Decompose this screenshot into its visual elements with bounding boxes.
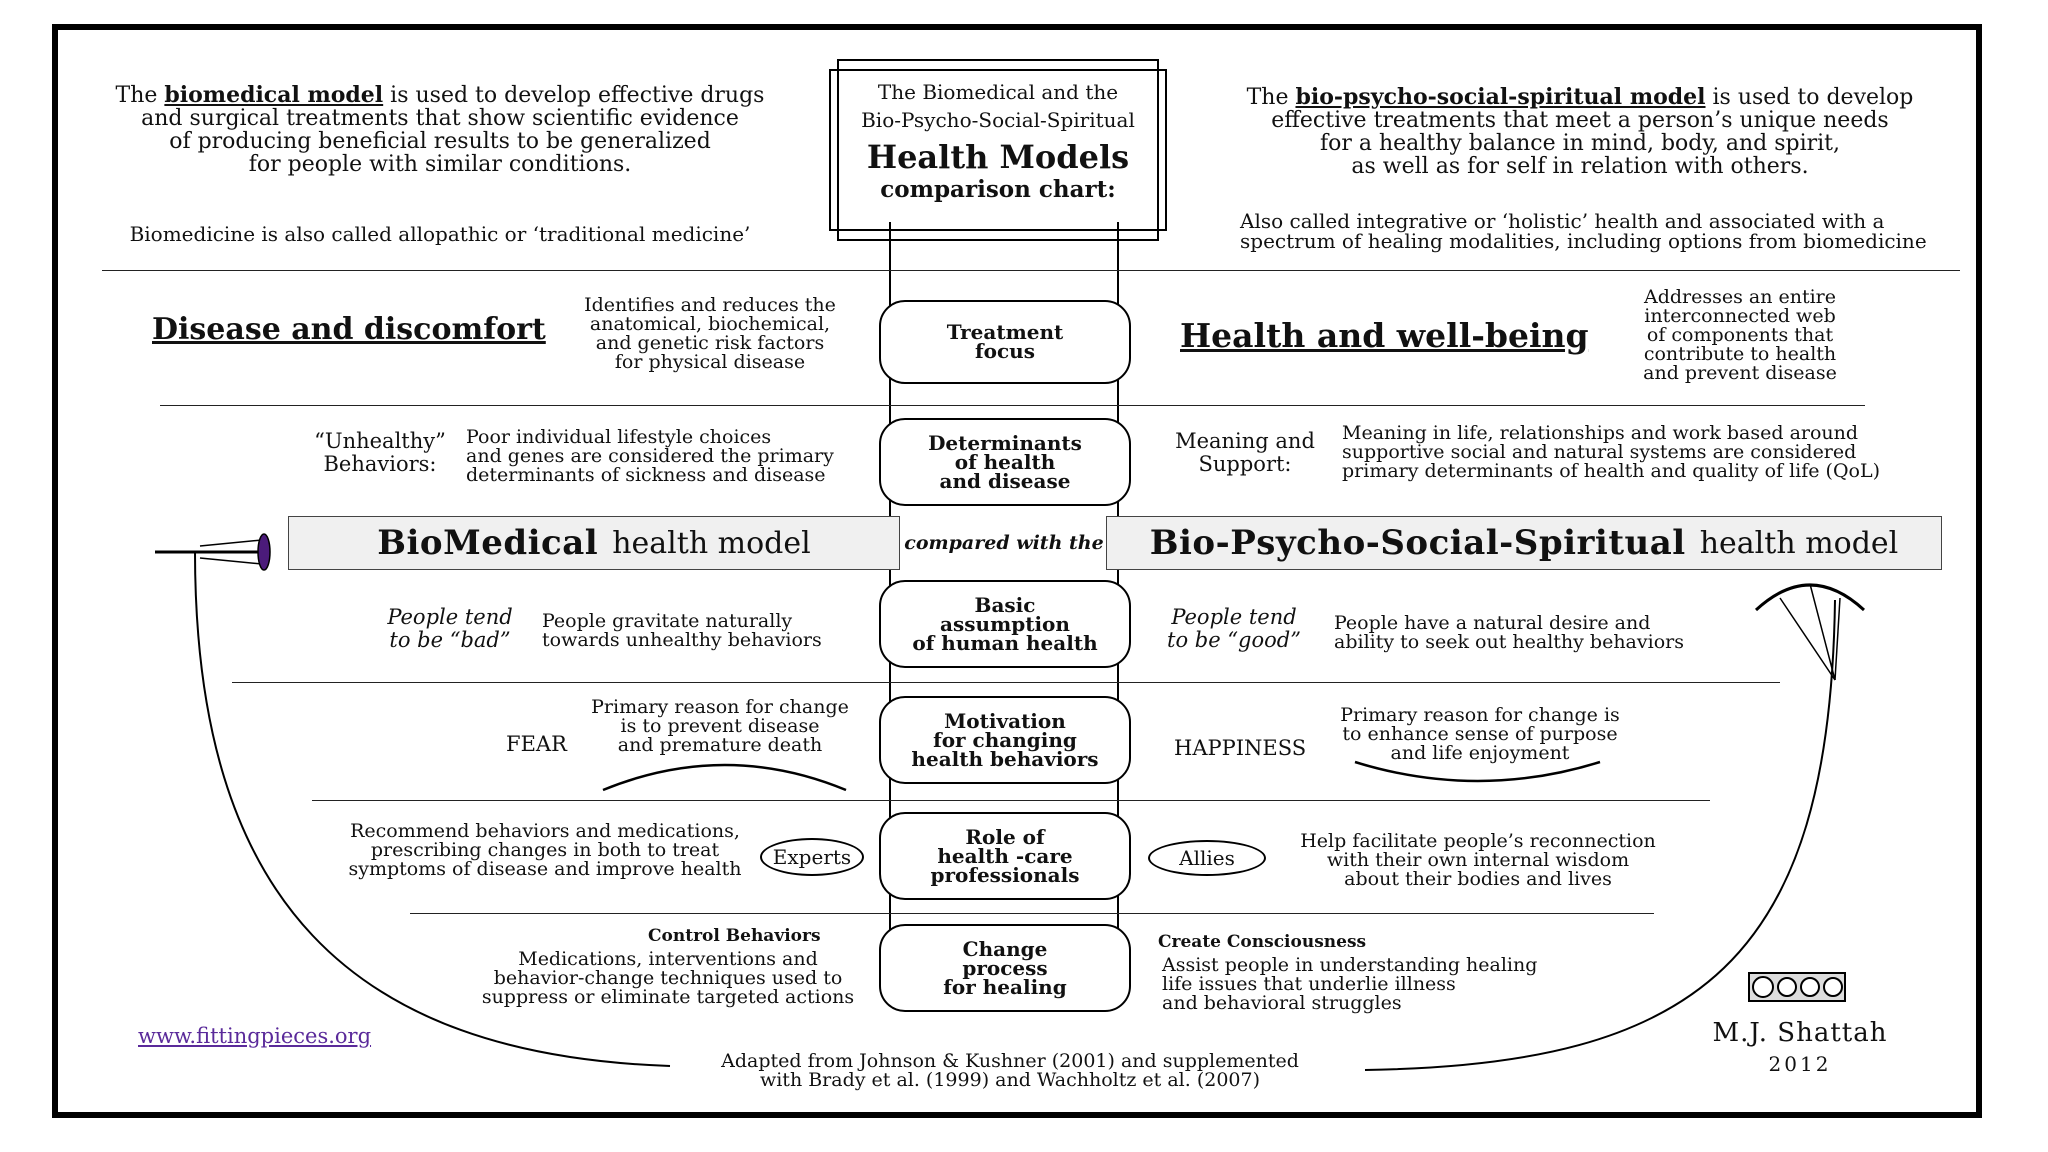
divider-1 (102, 270, 1960, 271)
band-biomedical (288, 516, 900, 570)
text-line: behavior-change techniques used to (493, 967, 843, 989)
left-det-text (466, 428, 866, 485)
left-det-label (300, 430, 460, 476)
right-change-text (1162, 956, 1582, 1013)
text-line: and life enjoyment (1390, 742, 1570, 764)
bpss-intro-line-2: effective treatments that meet a person’s unique needs (1271, 108, 1889, 133)
text-line: and premature death (617, 734, 823, 756)
bpss-intro-post: is used to develop (1705, 85, 1914, 110)
pill-change-process (879, 924, 1131, 1012)
right-motive-text (1330, 706, 1630, 763)
pill-text: of health (954, 449, 1056, 474)
text-line: about their bodies and lives (1344, 868, 1612, 890)
right-assume-label (1164, 606, 1304, 652)
text-line: Adapted from Johnson & Kushner (2001) and supplemented (721, 1050, 1299, 1072)
pill-role (879, 812, 1131, 900)
right-focus-text (1620, 288, 1860, 383)
bpss-model-term: bio-psycho-social-spiritual model (1295, 84, 1706, 110)
text-line: Addresses an entire (1643, 286, 1837, 308)
bpss-intro-pre: The (1246, 85, 1296, 110)
left-focus-heading: Disease and discomfort (152, 312, 546, 347)
text-line: and genes are considered the primary (466, 445, 834, 467)
right-det-text (1342, 424, 1942, 481)
right-assume-text (1334, 614, 1754, 652)
text-line: and behavioral struggles (1162, 992, 1402, 1014)
text-line: Medications, interventions and (518, 948, 818, 970)
left-motive-text (570, 698, 870, 755)
text-line: with their own internal wisdom (1326, 849, 1630, 871)
divider-2 (160, 405, 1865, 406)
author-year: 2012 (1768, 1052, 1832, 1076)
biomedical-model-term: biomedical model (164, 82, 384, 108)
right-motive-label: HAPPINESS (1174, 736, 1307, 760)
band-bpss-sub: health model (1699, 525, 1899, 561)
text-line: to enhance sense of purpose (1342, 723, 1618, 745)
text-line: suppress or eliminate targeted actions (481, 986, 855, 1008)
divider-4 (312, 800, 1710, 801)
text-line: and prevent disease (1643, 362, 1837, 384)
bpss-intro-line-3: for a healthy balance in mind, body, and spirit, (1319, 131, 1841, 156)
text-line: People have a natural desire and (1334, 612, 1651, 634)
text-line: Recommend behaviors and medications, (350, 820, 740, 842)
left-assume-text (542, 612, 862, 650)
text-line: symptoms of disease and improve health (348, 858, 742, 880)
text-line: Meaning and (1175, 429, 1315, 453)
text-line: Identifies and reduces the (584, 294, 836, 316)
pill-text: professionals (930, 862, 1080, 887)
pill-text: for healing (943, 974, 1067, 999)
band-biomedical-title: BioMedical (377, 523, 599, 563)
title-line-2: Bio-Psycho-Social-Spiritual (861, 108, 1135, 132)
intro-post: is used to develop effective drugs (383, 83, 765, 108)
text-line: to be “bad” (389, 628, 511, 652)
title-box (838, 82, 1158, 202)
left-change-heading: Control Behaviors (648, 926, 821, 946)
pill-text: Treatment (946, 320, 1064, 344)
text-line: primary determinants of health and quality of life (QoL) (1342, 460, 1881, 482)
text-line: Assist people in understanding healing (1162, 954, 1538, 976)
pill-text: process (962, 955, 1048, 980)
text-line: Support: (1198, 452, 1292, 476)
bpss-note (1240, 211, 1940, 251)
text-line: to be “good” (1167, 628, 1301, 652)
divider-3 (232, 682, 1780, 683)
text-line: prescribing changes in both to treat (370, 839, 720, 861)
pill-text: and disease (939, 468, 1071, 493)
band-biomedical-sub: health model (612, 525, 811, 561)
bpss-intro-line-4: as well as for self in relation with others. (1351, 154, 1809, 179)
pill-determinants (879, 418, 1131, 506)
text-line: determinants of sickness and disease (466, 464, 826, 486)
left-role-text (320, 822, 770, 879)
pill-text: focus (975, 339, 1035, 363)
text-line: is to prevent disease (620, 715, 820, 737)
text-line: Help facilitate people’s reconnection (1300, 830, 1656, 852)
intro-line-4: for people with similar conditions. (248, 152, 632, 177)
divider-5 (410, 913, 1654, 914)
right-det-label (1160, 430, 1330, 476)
intro-line-2: and surgical treatments that show scientific evidence (141, 106, 739, 131)
text-line: Primary reason for change is (1340, 704, 1620, 726)
text-line: “Unhealthy” (314, 429, 446, 453)
biomedical-note: Biomedicine is also called allopathic or ‘traditional medicine’ (129, 222, 751, 246)
author-name: M.J. Shattah (1712, 1018, 1888, 1048)
left-focus-text (560, 296, 860, 372)
text-line: supportive social and natural systems are considered (1342, 441, 1857, 463)
text-line: ability to seek out healthy behaviors (1334, 631, 1684, 653)
text-line: for physical disease (614, 351, 806, 373)
pill-text: Motivation (944, 708, 1066, 733)
text-line: Behaviors: (323, 452, 437, 476)
pill-text: Determinants (928, 430, 1082, 455)
bpss-intro (1200, 86, 1960, 178)
text-line: Poor individual lifestyle choices (466, 426, 772, 448)
pill-text: Change (962, 936, 1048, 961)
left-change-text (468, 950, 868, 1007)
author-block (1690, 1018, 1910, 1076)
intro-pre: The (115, 83, 165, 108)
pill-text: health behaviors (911, 746, 1099, 771)
title-sub: comparison chart: (880, 176, 1116, 203)
text-line: Meaning in life, relationships and work based around (1342, 422, 1859, 444)
text-line: Primary reason for change (591, 696, 849, 718)
pill-text: assumption (940, 611, 1070, 636)
cc-license-icon (1748, 972, 1846, 1002)
experts-ellipse: Experts (760, 838, 864, 876)
text-line: towards unhealthy behaviors (542, 629, 822, 651)
pill-motivation (879, 696, 1131, 784)
pill-text: Basic (974, 592, 1036, 617)
bpss-note-2: spectrum of healing modalities, including options from biomedicine (1240, 229, 1927, 253)
text-line: of components that (1646, 324, 1834, 346)
pill-text: of human health (912, 630, 1098, 655)
pill-text: health -care (937, 843, 1073, 868)
text-line: life issues that underlie illness (1162, 973, 1456, 995)
title-main: Health Models (866, 138, 1130, 176)
title-line-1: The Biomedical and the (877, 80, 1119, 104)
text-line: contribute to health (1643, 343, 1837, 365)
text-line: People tend (387, 605, 513, 629)
compared-with-label: compared with the (904, 532, 1104, 554)
pill-basic-assumption (879, 580, 1131, 668)
credit-text (660, 1052, 1360, 1090)
text-line: People tend (1171, 605, 1297, 629)
right-role-text (1278, 832, 1678, 889)
pill-treatment-focus (879, 300, 1131, 384)
text-line: People gravitate naturally (542, 610, 793, 632)
left-assume-label (380, 606, 520, 652)
right-change-heading: Create Consciousness (1158, 932, 1367, 952)
band-bpss (1106, 516, 1942, 570)
intro-line-3: of producing beneficial results to be generalized (169, 129, 711, 154)
right-focus-heading: Health and well-being (1180, 316, 1589, 355)
biomedical-intro (80, 84, 800, 176)
text-line: and genetic risk factors (595, 332, 825, 354)
text-line: with Brady et al. (1999) and Wachholtz et al. (2007) (759, 1069, 1261, 1091)
band-bpss-title: Bio-Psycho-Social-Spiritual (1149, 523, 1686, 563)
website-link[interactable]: www.fittingpieces.org (138, 1024, 372, 1048)
pill-text: for changing (933, 727, 1077, 752)
allies-ellipse: Allies (1148, 840, 1266, 876)
bpss-note-1: Also called integrative or ‘holistic’ health and associated with a (1240, 209, 1885, 233)
text-line: interconnected web (1644, 305, 1836, 327)
left-motive-label: FEAR (506, 732, 567, 756)
text-line: anatomical, biochemical, (589, 313, 831, 335)
pill-text: Role of (965, 824, 1045, 849)
